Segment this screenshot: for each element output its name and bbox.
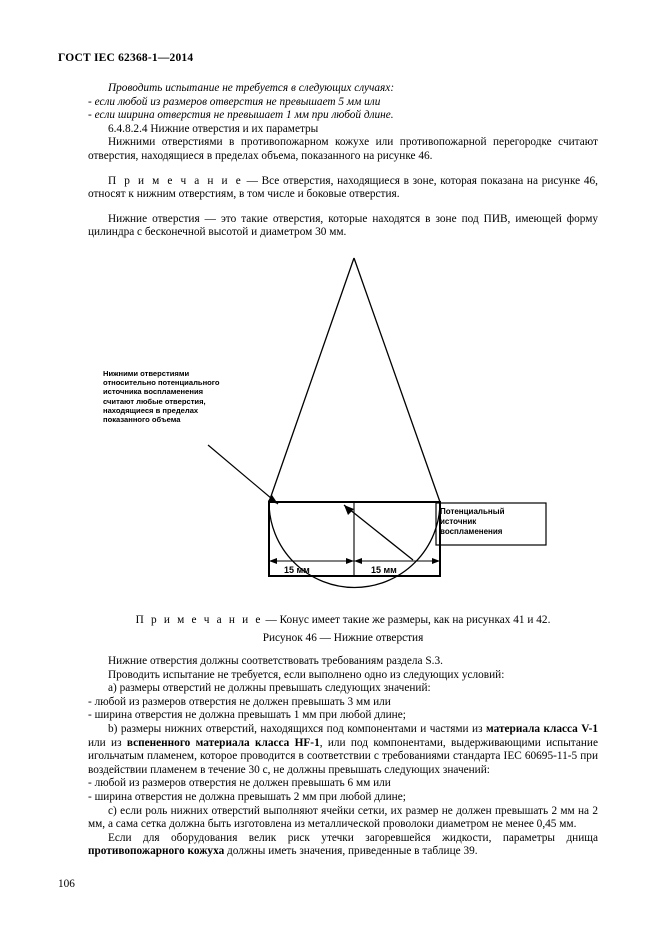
paragraph-item-b-dash1: - любой из размеров отверстия не должен превышать 6 мм или bbox=[88, 777, 391, 790]
dimension-label-right: 15 мм bbox=[371, 565, 397, 575]
item-b-part3: , или под компонентами, выдерживающими испытание игольчатым пламенем, которое проводится в соответствии с требованиями стандарта IEC 60695-11-5 при воздействии пламенем в течение 30 с, не должны превышать следующих значений: bbox=[88, 736, 598, 776]
dim-arrow-left-2 bbox=[346, 558, 354, 564]
liquid-part1: Если для оборудования велик риск утечки загоревшейся жидкости, параметры днища bbox=[108, 831, 598, 844]
callout-line-4: считают любые отверстия, bbox=[103, 396, 206, 406]
callout-line-5: находящиеся в пределах bbox=[103, 405, 199, 415]
paragraph-exception-intro: Проводить испытание не требуется в следующих случаях: bbox=[108, 82, 395, 94]
paragraph-bottom-openings-def: Нижними отверстиями в противопожарном кожухе или противопожарной перегородке считают отверстия, находящиеся в пределах объема, показанного на рисунке 46. bbox=[88, 136, 598, 162]
dim-arrow-right-2 bbox=[432, 558, 440, 564]
callout-line-2: относительно потенциального bbox=[103, 378, 220, 388]
cone-left-edge bbox=[269, 258, 354, 502]
ignition-label-line-1: Потенциальный bbox=[440, 507, 505, 516]
note-text: — Все отверстия, находящиеся в зоне, которая показана на рисунке 46, относят к нижним отверстиям, в том числе и боковые отверстия. bbox=[88, 174, 598, 201]
figure-note bbox=[88, 614, 598, 626]
callout-line-3: источника воспламенения bbox=[103, 387, 204, 397]
paragraph-item-a-dash2: - ширина отверстия не должна превышать 1 мм при любой длине; bbox=[88, 709, 406, 722]
paragraph-s3-requirement: Нижние отверстия должны соответствовать требованиям раздела S.3. bbox=[108, 655, 443, 667]
callout-line-1: Нижними отверстиями bbox=[103, 369, 190, 378]
ignition-label-line-2: источник bbox=[440, 517, 477, 526]
clause-heading: 6.4.8.2.4 Нижние отверстия и их параметры bbox=[108, 122, 319, 135]
figure-46 bbox=[88, 255, 598, 615]
liquid-bold-enclosure: противопожарного кожуха bbox=[88, 845, 225, 858]
figure-caption: Рисунок 46 — Нижние отверстия bbox=[262, 632, 424, 644]
paragraph-liquid-leak bbox=[88, 832, 598, 859]
dim-arrow-left-1 bbox=[269, 558, 277, 564]
ignition-source-label bbox=[440, 507, 544, 537]
page-header: ГОСТ IEC 62368-1—2014 bbox=[58, 52, 194, 64]
paragraph-item-c: c) если роль нижних отверстий выполняют ячейки сетки, их размер не должен превышать 2 мм на 2 мм, а сама сетка должна быть изготовлена из металлической проволоки диаметром не менее 0,45 мм. bbox=[88, 804, 598, 831]
dimension-label-left: 15 мм bbox=[284, 565, 310, 575]
paragraph-item-b bbox=[88, 723, 598, 777]
paragraph-exception-a: - если любой из размеров отверстия не превышает 5 мм или bbox=[88, 95, 381, 108]
paragraph-item-a-dash1: - любой из размеров отверстия не должен превышать 3 мм или bbox=[88, 695, 391, 708]
item-b-part2: или из bbox=[88, 736, 127, 749]
paragraph-no-test-intro: Проводить испытание не требуется, если выполнено одно из следующих условий: bbox=[108, 668, 505, 681]
page-number: 106 bbox=[58, 878, 75, 890]
dim-arrow-right-1 bbox=[354, 558, 362, 564]
paragraph-exception-b: - если ширина отверстия не превышает 1 мм при любой длине. bbox=[88, 109, 394, 122]
paragraph-item-b-dash2: - ширина отверстия не должна превышать 2 мм при любой длине; bbox=[88, 790, 406, 803]
callout-text-block bbox=[103, 369, 223, 424]
figure-note-text: — Конус имеет такие же размеры, как на рисунках 41 и 42. bbox=[262, 614, 551, 626]
note-block bbox=[88, 175, 598, 202]
body-text-bottom bbox=[88, 655, 598, 859]
liquid-part2: должны иметь значения, приведенные в таблице 39. bbox=[224, 845, 478, 858]
item-b-bold-v1: материала класса V-1 bbox=[486, 722, 598, 735]
callout-line-6: показанного объема bbox=[103, 415, 181, 425]
item-b-bold-hf1: вспененного материала класса HF-1 bbox=[126, 736, 320, 749]
note-label: П р и м е ч а н и е bbox=[108, 174, 243, 187]
body-text-top bbox=[88, 82, 598, 240]
figure-46-drawing bbox=[88, 255, 598, 615]
item-b-part1: b) размеры нижних отверстий, находящихся под компонентами и частями из bbox=[108, 722, 486, 735]
ignition-label-line-3: воспламенения bbox=[440, 527, 503, 536]
cone-right-edge bbox=[354, 258, 440, 502]
pointer-arrowhead bbox=[344, 505, 354, 515]
figure-note-label: П р и м е ч а н и е bbox=[135, 614, 263, 626]
callout-leader-line bbox=[208, 445, 278, 504]
paragraph-item-a: a) размеры отверстий не должны превышать следующих значений: bbox=[108, 682, 431, 695]
paragraph-cylinder-zone: Нижние отверстия — это такие отверстия, которые находятся в зоне под ПИВ, имеющей форму цилиндра с бесконечной высотой и диаметром 30 мм. bbox=[88, 212, 598, 239]
